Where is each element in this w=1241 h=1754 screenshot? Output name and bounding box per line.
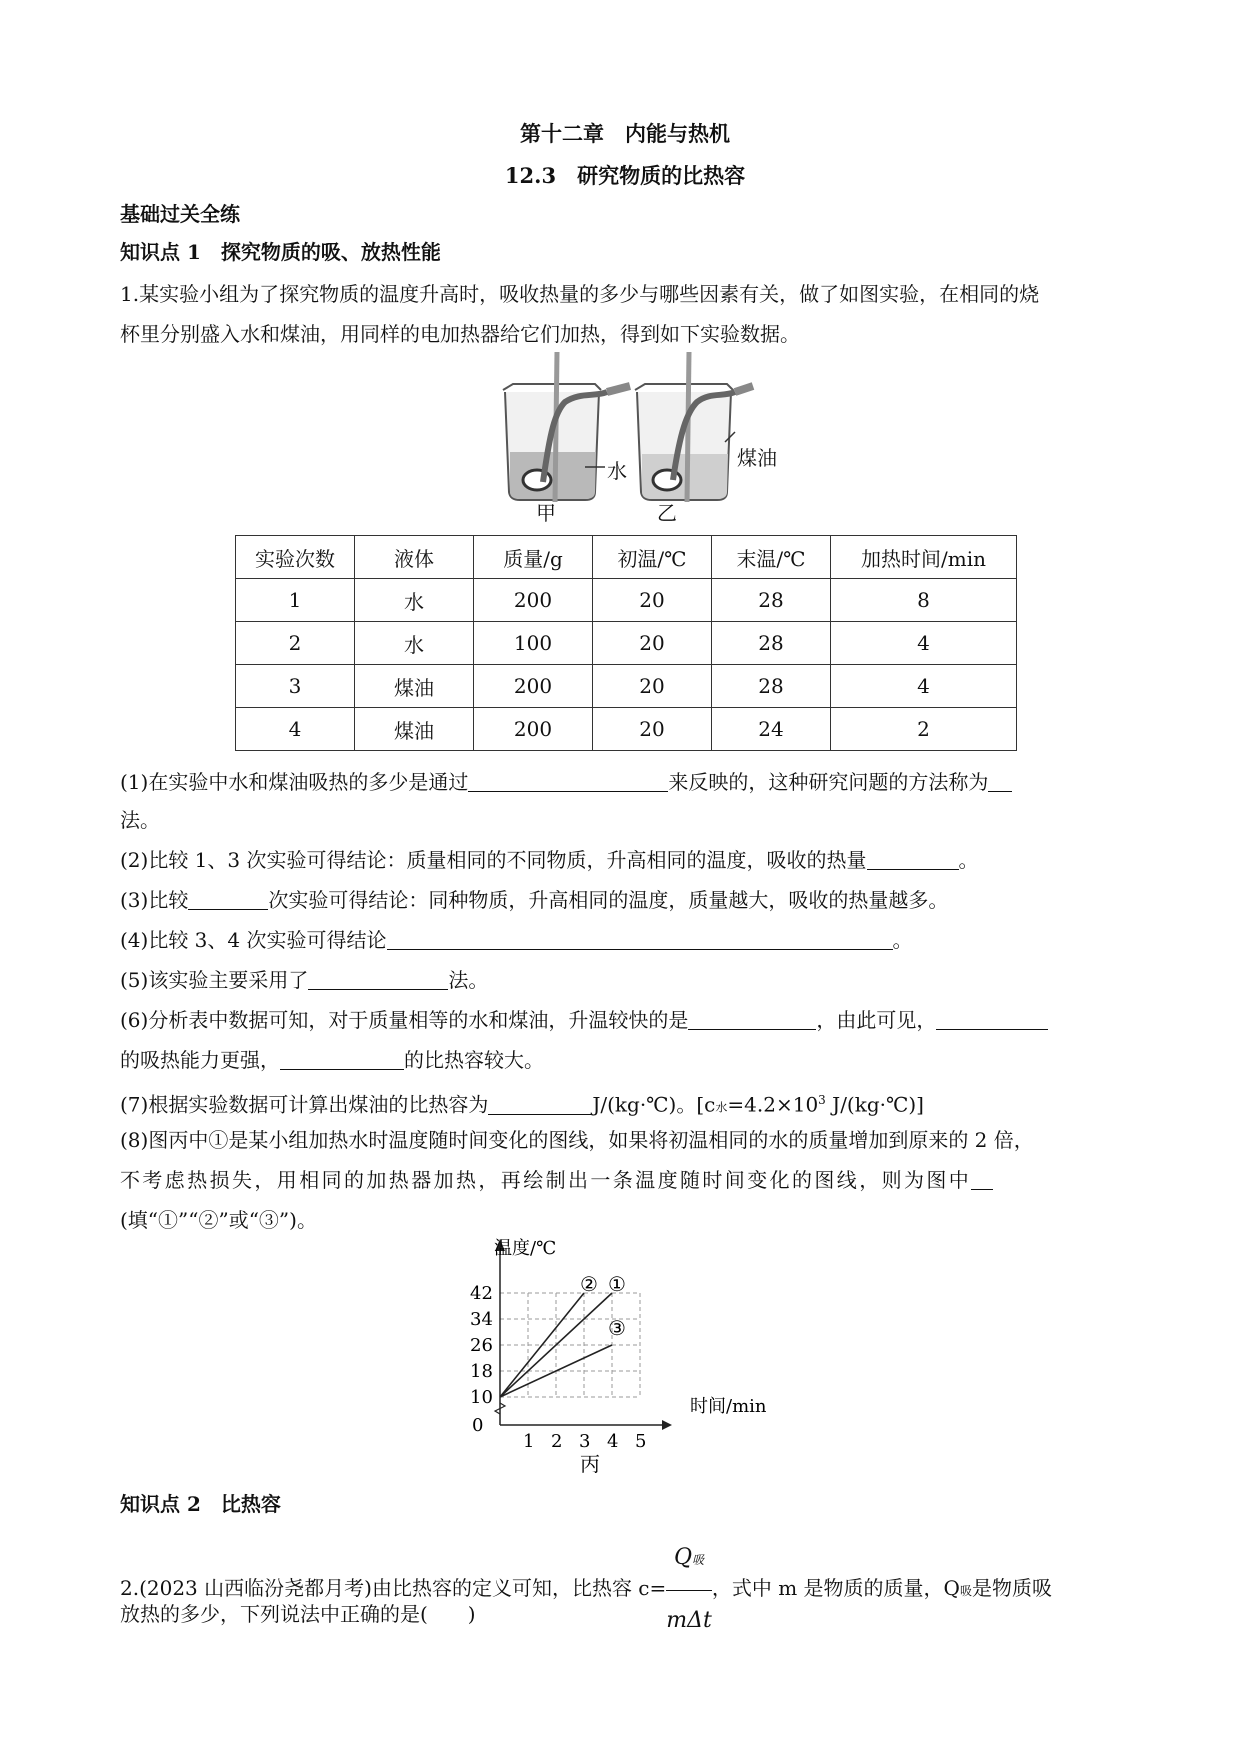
table-cell: 1	[236, 579, 355, 622]
header-cell: 初温/℃	[593, 536, 712, 579]
label-kerosene: 煤油	[737, 446, 777, 470]
q1-part1-tail: 法。	[120, 808, 160, 832]
table-cell: 200	[474, 665, 593, 708]
y-tick-label: 42	[470, 1283, 493, 1304]
answer-blank[interactable]	[867, 847, 959, 870]
table-cell: 20	[593, 622, 712, 665]
q1-part6-cont: 的吸热能力更强， 的比热容较大。	[120, 1048, 544, 1072]
beaker-yi	[635, 352, 753, 502]
x-tick-label: 5	[635, 1431, 647, 1452]
q1-stem-line1: 1.某实验小组为了探究物质的温度升高时，吸收热量的多少与哪些因素有关，做了如图实验，在相同的烧	[120, 282, 1040, 306]
table-cell: 20	[593, 665, 712, 708]
table-cell: 煤油	[355, 708, 474, 751]
x-tick-label: 4	[607, 1431, 619, 1452]
x-tick-label: 3	[579, 1431, 591, 1452]
answer-blank[interactable]	[936, 1007, 1048, 1030]
graph-y-label: 温度/℃	[494, 1238, 557, 1259]
table-cell: 28	[712, 579, 831, 622]
answer-blank[interactable]	[468, 769, 668, 792]
table-cell: 8	[831, 579, 1017, 622]
table-row	[236, 708, 1017, 751]
table-cell: 28	[712, 622, 831, 665]
table-cell: 4	[831, 665, 1017, 708]
part-title: 基础过关全练	[120, 202, 240, 226]
header-cell: 实验次数	[236, 536, 355, 579]
table-row	[236, 665, 1017, 708]
graph-ticks	[470, 1283, 646, 1452]
beaker-figure	[495, 352, 755, 522]
q1-part2: (2)比较 1、3 次实验可得结论：质量相同的不同物质，升高相同的温度，吸收的热量 。	[120, 848, 979, 872]
answer-blank[interactable]	[988, 769, 1012, 792]
header-cell: 质量/g	[474, 536, 593, 579]
answer-blank[interactable]	[688, 1007, 816, 1030]
label-water: 水	[607, 459, 627, 483]
table-cell: 4	[831, 622, 1017, 665]
answer-blank[interactable]	[308, 967, 448, 990]
answer-blank[interactable]	[280, 1047, 404, 1070]
experiment-table	[235, 535, 1017, 751]
table-cell: 28	[712, 665, 831, 708]
q1-part3: (3)比较 次实验可得结论：同种物质，升高相同的温度，质量越大，吸收的热量越多。	[120, 888, 949, 912]
graph-grid	[500, 1293, 640, 1397]
graph-series	[500, 1272, 626, 1397]
q2-stem-line1: 2.(2023 山西临汾尧都月考)由比热容的定义可知，比热容 c= $\frac{\text{Q吸}}{\text{mΔt}}$ ，式中 m 是物质的质量，Q吸是物质吸	[120, 1530, 1052, 1649]
table-cell: 2	[236, 622, 355, 665]
knowledge-point-2: 知识点 2 比热容	[120, 1492, 281, 1516]
q1-part7: (7)根据实验数据可计算出煤油的比热容为 J/(kg·℃)。[c水$=4.2\times 10^3$ J/(kg·℃)]	[120, 1092, 924, 1117]
label-yi: 乙	[657, 501, 677, 525]
graph-origin: 0	[472, 1415, 484, 1436]
header-cell: 液体	[355, 536, 474, 579]
x-tick-label: 1	[523, 1431, 535, 1452]
q1-part8-line3: (填“①”“②”或“③”)。	[120, 1208, 317, 1232]
table-cell: 水	[355, 579, 474, 622]
answer-blank[interactable]	[488, 1092, 592, 1115]
answer-blank[interactable]	[188, 887, 268, 910]
table-cell: 水	[355, 622, 474, 665]
q1-part6: (6)分析表中数据可知，对于质量相等的水和煤油，升温较快的是 ，由此可见，	[120, 1006, 1048, 1034]
table-cell: 20	[593, 708, 712, 751]
section-title: 12.3 研究物质的比热容	[504, 163, 746, 188]
x-tick-label: 2	[551, 1431, 563, 1452]
table-row	[236, 622, 1017, 665]
series-label: ③	[608, 1316, 626, 1340]
table-cell: 3	[236, 665, 355, 708]
x-axis-arrow	[662, 1420, 672, 1430]
series-label: ②	[580, 1272, 598, 1296]
label-jia: 甲	[536, 501, 556, 525]
header-cell: 末温/℃	[712, 536, 831, 579]
graph-axes	[495, 1239, 672, 1430]
table-cell: 2	[831, 708, 1017, 751]
chapter-title: 第十二章 内能与热机	[520, 121, 730, 146]
q1-part4: (4)比较 3、4 次实验可得结论 。	[120, 928, 913, 952]
table-cell: 200	[474, 708, 593, 751]
y-tick-label: 18	[470, 1361, 493, 1382]
temperature-time-graph	[460, 1235, 790, 1485]
y-tick-label: 34	[470, 1309, 493, 1330]
table-cell: 200	[474, 579, 593, 622]
answer-blank[interactable]	[971, 1167, 993, 1190]
header-cell: 加热时间/min	[831, 536, 1017, 579]
y-tick-label: 26	[470, 1335, 493, 1356]
table-row	[236, 579, 1017, 622]
table-cell: 100	[474, 622, 593, 665]
series-label: ①	[608, 1272, 626, 1296]
q1-part1: (1)在实验中水和煤油吸热的多少是通过 来反映的，这种研究问题的方法称为	[120, 768, 1012, 796]
q1-stem-line2: 杯里分别盛入水和煤油，用同样的电加热器给它们加热，得到如下实验数据。	[120, 322, 800, 346]
table-cell: 煤油	[355, 665, 474, 708]
answer-blank[interactable]	[387, 927, 893, 950]
q1-part8-line1: (8)图丙中①是某小组加热水时温度随时间变化的图线，如果将初温相同的水的质量增加到原来的 2 倍，	[120, 1128, 1034, 1152]
table-cell: 20	[593, 579, 712, 622]
knowledge-point-1: 知识点 1 探究物质的吸、放热性能	[120, 240, 441, 264]
table-header-row	[236, 536, 1017, 579]
q2-stem-line2: 放热的多少，下列说法中正确的是( )	[120, 1602, 476, 1626]
table-cell: 24	[712, 708, 831, 751]
graph-x-label: 时间/min	[690, 1396, 767, 1417]
specific-heat-formula: $\frac{\text{Q吸}}{\text{mΔt}}$	[666, 1530, 712, 1649]
q1-part8-line2: 不考虑热损失，用相同的加热器加热，再绘制出一条温度随时间变化的图线，则为图中	[120, 1166, 993, 1194]
y-tick-label: 10	[470, 1387, 493, 1408]
q1-part5: (5)该实验主要采用了 法。	[120, 968, 489, 992]
table-cell: 4	[236, 708, 355, 751]
graph-caption: 丙	[580, 1452, 600, 1476]
